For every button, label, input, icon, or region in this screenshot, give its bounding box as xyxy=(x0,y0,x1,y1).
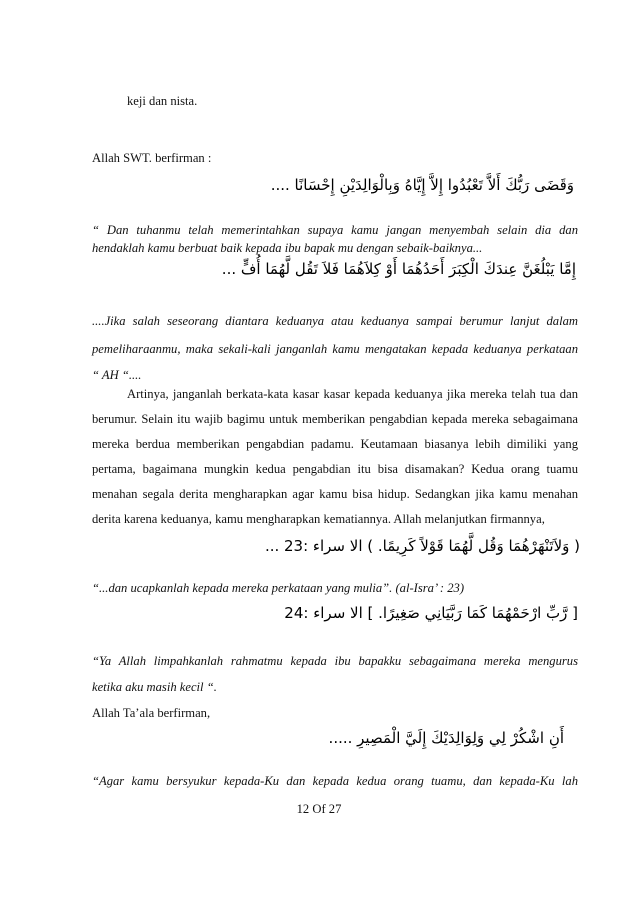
translation-line: “Agar kamu bersyukur kepada-Ku dan kepada kedua orang tuamu, dan kepada-Ku lah xyxy=(92,774,578,788)
translation-line: ....Jika salah seseorang diantara keduanya atau keduanya sampai berumur lanjut dalam xyxy=(92,314,578,328)
arabic-verse: [ رَّبِّ ارْحَمْهُمَا كَمَا رَبَّيَانِي صَغِيرًا. ] الا سراء :24 xyxy=(284,604,578,622)
page-number: 12 Of 27 xyxy=(296,802,342,816)
translation-line: pemeliharaanmu, maka sekali-kali janganlah kamu mengatakan kepada keduanya perkataan xyxy=(92,342,578,356)
arabic-verse: أَنِ اشْكُرْ لِي وَلِوَالِدَيْكَ إِلَيَّ الْمَصِيرِ ..... xyxy=(328,729,564,747)
paragraph-line: Artinya, janganlah berkata-kata kasar kasar kepada keduanya jika mereka telah tua dan xyxy=(127,387,578,401)
paragraph-line: berumur. Selain itu wajib bagimu untuk memberikan pengabdian kepada mereka sebagaimana xyxy=(92,412,578,426)
translation-line: “Ya Allah limpahkanlah rahmatmu kepada ibu bapakku sebagaimana mereka mengurus xyxy=(92,654,578,668)
paragraph-line: mereka berdua memberikan pengabdian padamu. Keutamaan biasanya lebih dimiliki yang xyxy=(92,437,578,451)
arabic-verse: وَقَضَى رَبُّكَ أَلاَّ تَعْبُدُوا إِلاَّ إِيَّاهُ وَبِالْوَالِدَيْنِ إِحْسَانًا .... xyxy=(270,176,574,194)
translation-line: ketika aku masih kecil “. xyxy=(92,680,217,694)
translation-line: “...dan ucapkanlah kepada mereka perkataan yang mulia”. (al-Isra’ : 23) xyxy=(92,581,465,595)
translation-line: hendaklah kamu berbuat baik kepada ibu bapak mu dengan sebaik-baiknya... xyxy=(92,241,483,255)
arabic-verse: ( وَلاَتَنْهَرْهُمَا وَقُل لَّهُمَا قَوْلاً كَرِيمًا. ) الا سراء :23 ... xyxy=(264,537,580,555)
paragraph-line: Allah Ta’ala berfirman, xyxy=(92,706,211,720)
translation-line: “ AH “.... xyxy=(92,368,142,382)
paragraph-line: Allah SWT. berfirman : xyxy=(92,151,212,165)
paragraph-line: menahan segala derita mengharapkan agar kamu bisa hidup. Sedangkan jika kamu menahan xyxy=(92,487,578,501)
paragraph-line: keji dan nista. xyxy=(127,94,198,108)
paragraph-line: derita karena keduanya, kamu mengharapkan kematiannya. Allah melanjutkan firmannya, xyxy=(92,512,545,526)
paragraph-line: pertama, bagaimana mungkin kedua pengabdian itu bisa disamakan? Kedua orang tuamu xyxy=(92,462,578,476)
translation-line: “ Dan tuhanmu telah memerintahkan supaya kamu jangan menyembah selain dia dan xyxy=(92,223,578,237)
arabic-verse: إِمَّا يَبْلُغَنَّ عِندَكَ الْكِبَرَ أَحَدُهُمَا أَوْ كِلاَهُمَا فَلاَ تَقُل لَّهُمَا أُفٍّ ... xyxy=(221,260,576,278)
